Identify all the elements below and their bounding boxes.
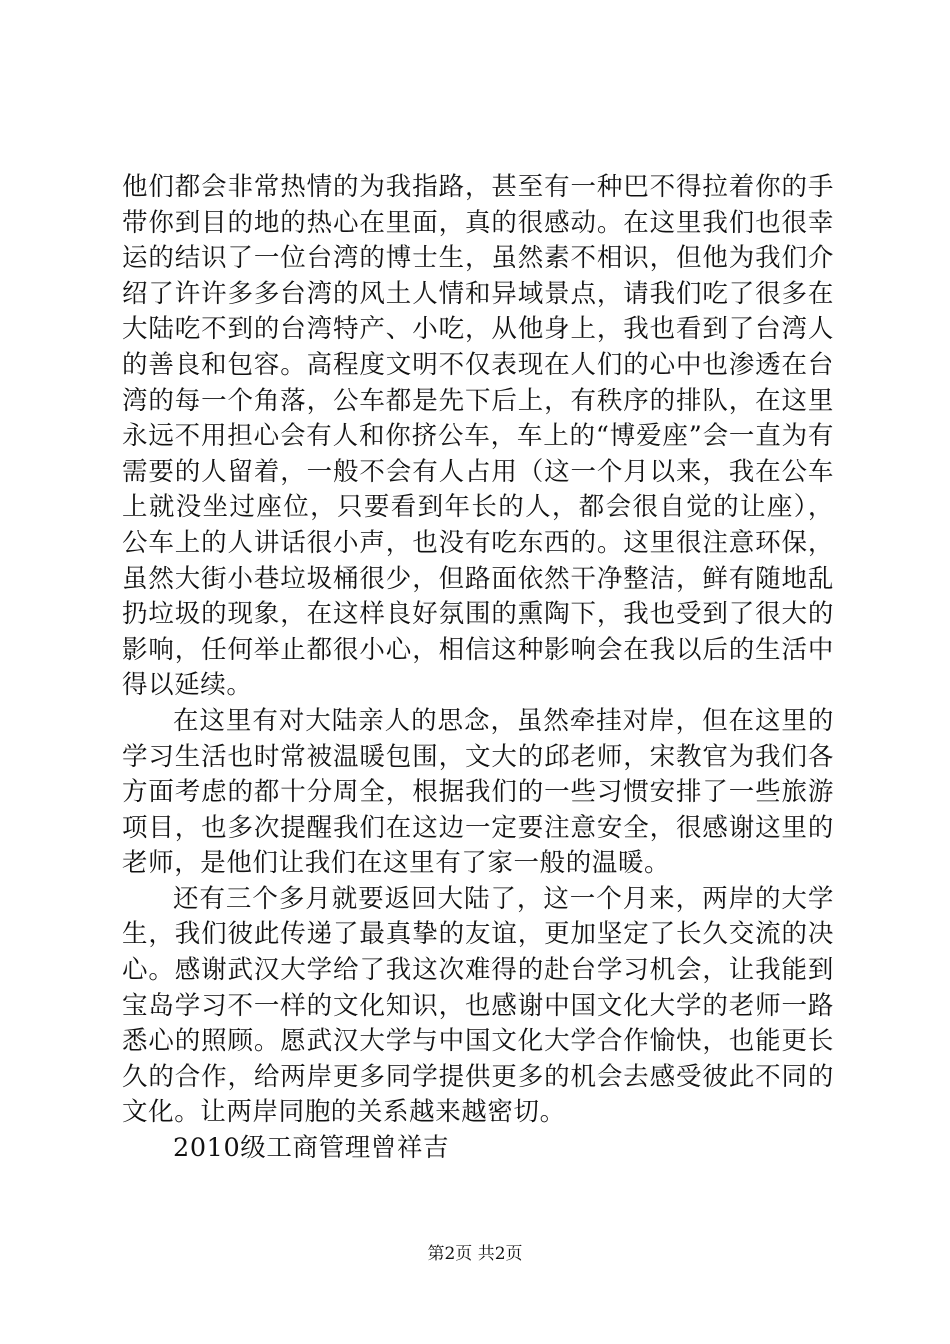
author-signature: 2010级工商管理曾祥吉 — [173, 1133, 450, 1164]
paragraph-2: 在这里有对大陆亲人的思念，虽然牵挂对岸，但在这里的学习生活也时常被温暖包围，文大的邱老师，宋教官为我们各方面考虑的都十分周全，根据我们的一些习惯安排了一些旅游项目，也多次提醒我们在这边一定要注意安全，很感谢这里的老师，是他们让我们在这里有了家一般的温暖。 — [122, 705, 834, 879]
document-body — [122, 170, 834, 1167]
paragraph-3: 还有三个多月就要返回大陆了，这一个月来，两岸的大学生，我们彼此传递了最真挚的友谊，更加坚定了长久交流的决心。感谢武汉大学给了我这次难得的赴台学习机会，让我能到宝岛学习不一样的文化知识，也感谢中国文化大学的老师一路悉心的照顾。愿武汉大学与中国文化大学合作愉快，也能更长久的合作，给两岸更多同学提供更多的机会去感受彼此不同的文化。让两岸同胞的关系越来越密切。 — [122, 883, 834, 1128]
page-number-footer: 第2页 共2页 — [427, 1244, 523, 1264]
paragraph-1: 他们都会非常热情的为我指路，甚至有一种巴不得拉着你的手带你到目的地的热心在里面，真的很感动。在这里我们也很幸运的结识了一位台湾的博士生，虽然素不相识，但他为我们介绍了许许多多台湾的风土人情和异域景点，请我们吃了很多在大陆吃不到的台湾特产、小吃，从他身上，我也看到了台湾人的善良和包容。高程度文明不仅表现在人们的心中也渗透在台湾的每一个角落，公车都是先下后上，有秩序的排队，在这里永远不用担心会有人和你挤公车，车上的“博爱座”会一直为有需要的人留着，一般不会有人占用（这一个月以来，我在公车上就没坐过座位，只要看到年长的人，都会很自觉的让座），公车上的人讲话很小声，也没有吃东西的。这里很注意环保，虽然大街小巷垃圾桶很少，但路面依然干净整洁，鲜有随地乱扔垃圾的现象，在这样良好氛围的熏陶下，我也受到了很大的影响，任何举止都很小心，相信这种影响会在我以后的生活中得以延续。 — [122, 172, 834, 701]
